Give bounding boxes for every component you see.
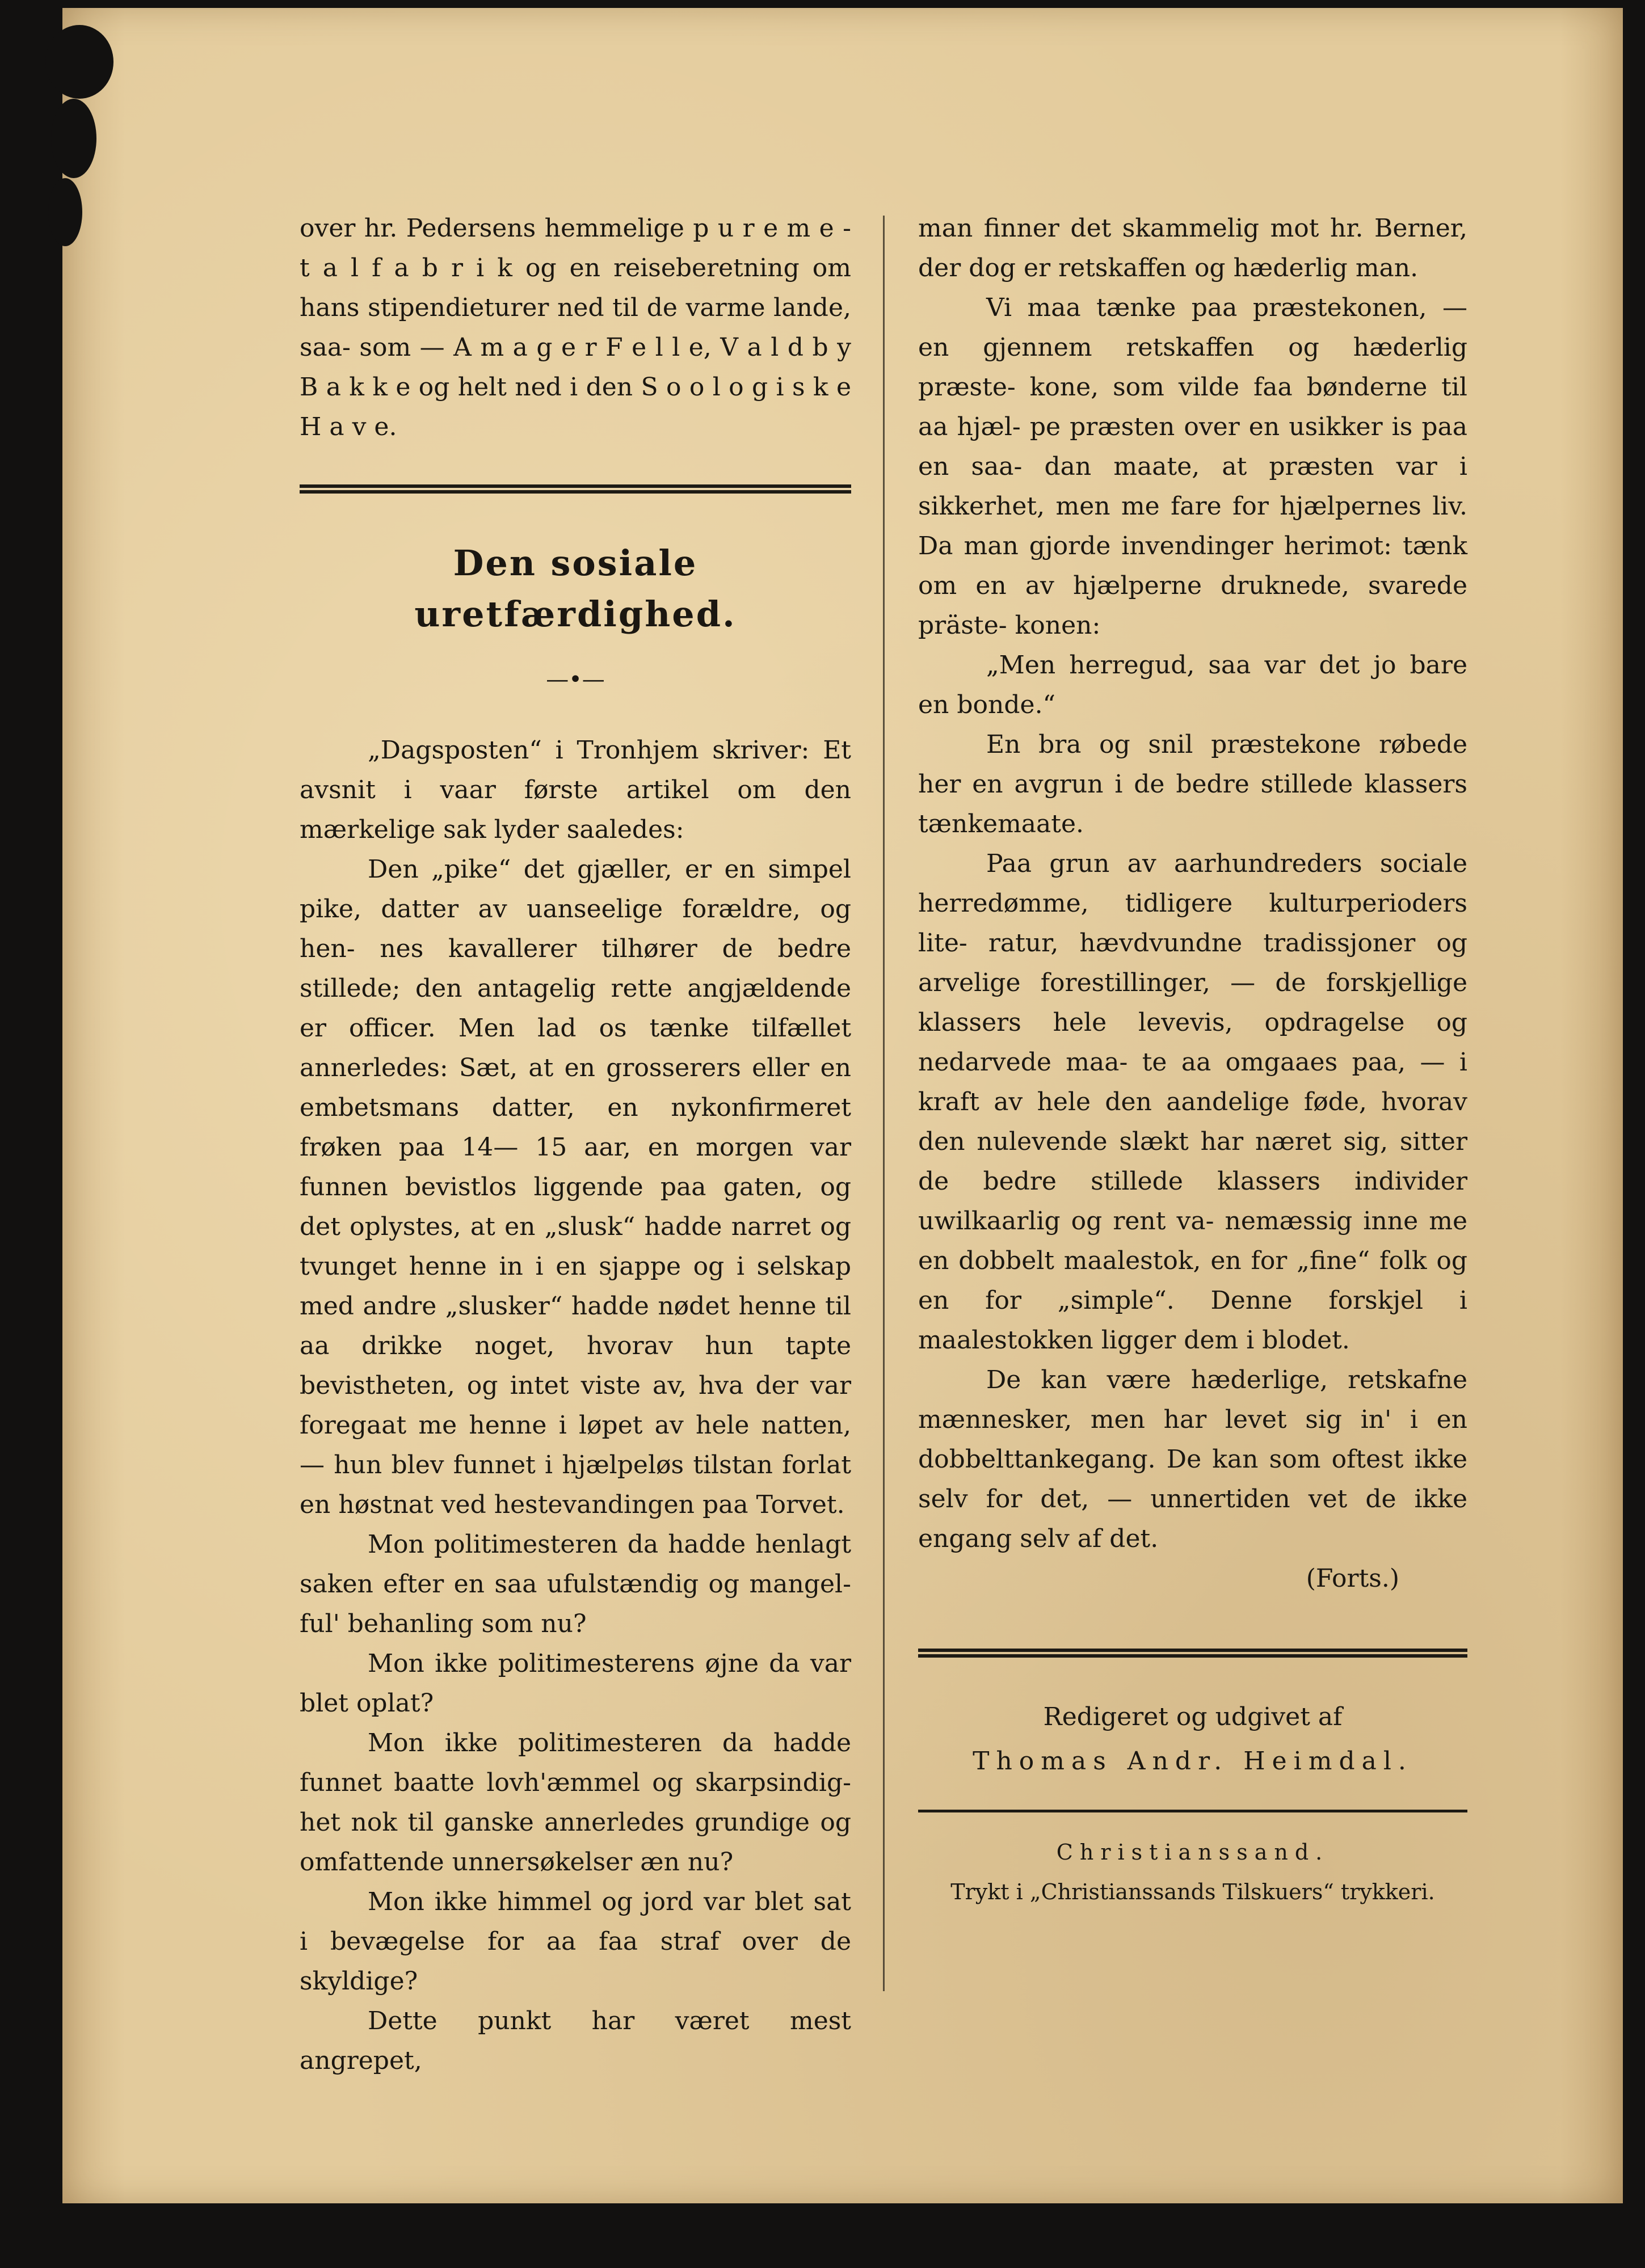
imprint-printer: Trykt i „Christianssands Tilskuers“ trykkeri. — [950, 1879, 1435, 1904]
article-paragraph: Mon ikke himmel og jord var blet sat i bevægelse for aa faa straf over de skyldige? — [300, 1887, 851, 1996]
article-title: Den sosiale uretfærdighed. — [414, 542, 737, 635]
article-paragraph: Mon ikke politimesterens øjne da var blet oplat? — [300, 1649, 851, 1718]
article-paragraph: „Dagsposten“ i Tronhjem skriver: Et avsnit i vaar første artikel om den mærkelige sak lyder saaledes: — [300, 736, 851, 844]
article-paragraph: Vi maa tænke paa præstekonen, — en gjennem retskaffen og hæderlig præste- kone, som vilde faa bønderne til aa hjæl- pe præsten over en usikker is paa en saa- dan maate, at præsten var i sikkerhet, men me fare for hjælpernes liv. Da man gjorde invendinger herimot: tænk om en av hjælperne druknede, svarede präste- konen: — [918, 293, 1467, 640]
article-paragraph: De kan være hæderlige, retskafne mænnesker, men har levet sig in' i en dobbelttankegang. De kan som oftest ikke selv for det, — unnertiden vet de ikke engang selv af det. — [918, 1365, 1467, 1553]
continued-marker: (Forts.) — [1306, 1564, 1399, 1593]
page-tear — [45, 25, 113, 99]
section-rule — [300, 484, 851, 494]
left-column — [300, 209, 851, 2081]
continued-paragraph: over hr. Pedersens hemmelige p u r e m e - t a l f a b r i k og en reiseberetning om hans stipendieturer ned til de varme lande, saa- som — A m a g e r F e l l e, V a l d b y B a k k e og helt ned i den S o o l o g i s k e H a v e. — [300, 214, 851, 441]
right-column — [918, 209, 1467, 1909]
page-tear — [48, 178, 82, 246]
section-rule — [918, 1649, 1467, 1658]
article-paragraph: „Men herregud, saa var det jo bare en bonde.“ — [918, 651, 1467, 719]
imprint-place: Christianssand. — [1056, 1840, 1330, 1865]
article-paragraph: En bra og snil præstekone røbede her en avgrun i de bedre stillede klassers tænkemaate. — [918, 730, 1467, 838]
column-divider — [883, 216, 885, 1991]
article-paragraph: Paa grun av aarhundreders sociale herredømme, tidligere kulturperioders lite- ratur, hævdvundne tradissjoner og arvelige forestillinger, — de forskjellige klassers hele levevis, opdragelse og nedarvede maa- te aa omgaaes paa, — i kraft av hele den aandelige føde, hvorav den nulevende slækt har næret sig, sitter de bedre stillede klassers individer uwilkaarlig og rent va- nemæssig inne me en dobbelt maalestok, en for „fine“ folk og en for „simple“. Denne forskjel i maalestokken ligger dem i blodet. — [918, 849, 1467, 1355]
article-paragraph: man finner det skammelig mot hr. Berner, der dog er retskaffen og hæderlig man. — [918, 214, 1467, 283]
imprint-rule — [918, 1810, 1467, 1812]
editor-line: Redigeret og udgivet af — [1043, 1702, 1343, 1731]
title-ornament: —•— — [546, 667, 605, 693]
article-paragraph: Den „pike“ det gjæller, er en simpel pike, datter av uanseelige forældre, og hen- nes kavallerer tilhører de bedre stillede; den antagelig rette angjældende er officer. Men lad os tænke tilfællet annerledes: Sæt, at en grosserers eller en embetsmans datter, en nykonfirmeret frøken paa 14— 15 aar, en morgen var funnen bevistlos liggende paa gaten, og det oplystes, at en „slusk“ hadde narret og tvunget henne in i en sjappe og i selskap med andre „slusker“ hadde nødet henne til aa drikke noget, hvorav hun tapte bevistheten, og intet viste av, hva der var foregaat me henne i løpet av hele natten, — hun blev funnet i hjælpeløs tilstan forlat en høstnat ved hestevandingen paa Torvet. — [300, 855, 851, 1519]
article-paragraph: Mon ikke politimesteren da hadde funnet baatte lovh'æmmel og skarpsindig- het nok til ganske annerledes grundige og omfattende unnersøkelser æn nu? — [300, 1729, 851, 1877]
article-paragraph: Dette punkt har været mest angrepet, — [300, 2006, 851, 2075]
article-paragraph: Mon politimesteren da hadde henlagt saken efter en saa ufulstændig og mangel- ful' behanling som nu? — [300, 1530, 851, 1638]
page-tear — [51, 99, 96, 178]
editor-name: Thomas Andr. Heimdal. — [973, 1747, 1413, 1776]
